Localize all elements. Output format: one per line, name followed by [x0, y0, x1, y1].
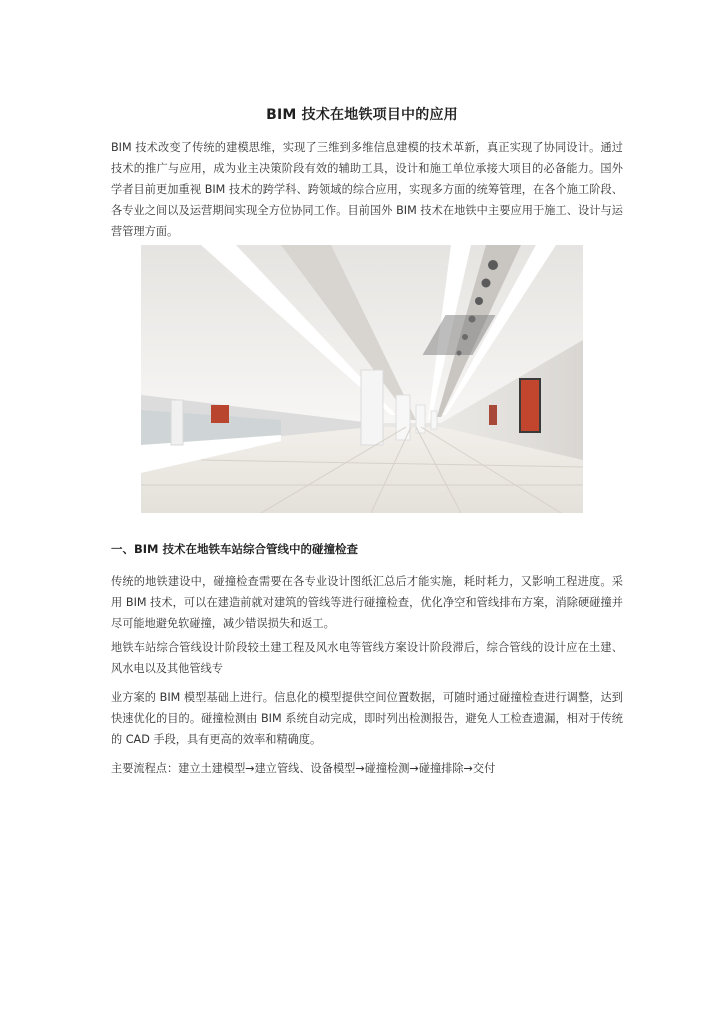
subway-station-photo — [141, 245, 583, 513]
section-paragraph-3: 业方案的 BIM 模型基础上进行。信息化的模型提供空间位置数据，可随时通过碰撞检查进行调整，达到快速优化的目的。碰撞检测由 BIM 系统自动完成，即时列出检测报告，避免人工检查遗漏，相对于传统的 CAD 手段，具有更高的效率和精确度。 — [111, 691, 623, 746]
process-steps-line: 主要流程点：建立土建模型→建立管线、设备模型→碰撞检测→碰撞排除→交付 — [111, 762, 496, 775]
section-paragraph-1: 传统的地铁建设中，碰撞检查需要在各专业设计图纸汇总后才能实施，耗时耗力，又影响工程进度。采用 BIM 技术，可以在建造前就对建筑的管线等进行碰撞检查，优化净空和管线排布方案，消除硬碰撞并尽可能地避免软碰撞，减少错误损失和返工。 — [111, 575, 623, 630]
section-heading-collision-check: 一、BIM 技术在地铁车站综合管线中的碰撞检查 — [111, 542, 358, 556]
intro-paragraph: BIM 技术改变了传统的建模思维，实现了三维到多维信息建模的技术革新，真正实现了协同设计。通过技术的推广与应用，成为业主决策阶段有效的辅助工具，设计和施工单位承接大项目的必备能力。国外学者目前更加重视 BIM 技术的跨学科、跨领域的综合应用，实现多方面的统筹管理，在各个施工阶段、各专业之间以及运营期间实现全方位协同工作。目前国外 BIM 技术在地铁中主要应用于施工、设计与运营管理方面。 — [111, 141, 623, 238]
section-paragraph-2: 地铁车站综合管线设计阶段较土建工程及风水电等管线方案设计阶段滞后，综合管线的设计应在土建、风水电以及其他管线专 — [111, 641, 623, 675]
document-title: BIM 技术在地铁项目中的应用 — [266, 107, 458, 123]
